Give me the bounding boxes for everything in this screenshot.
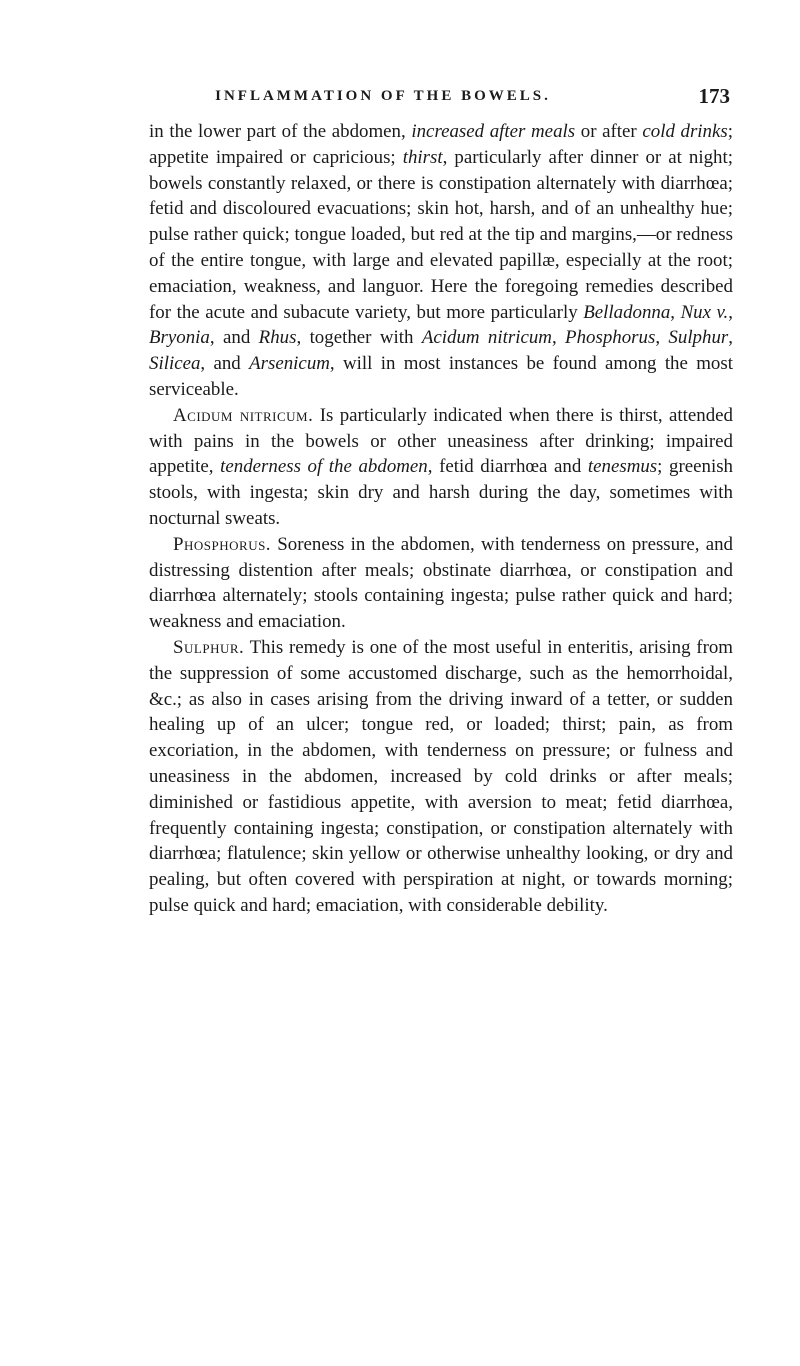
italic-text: tenesmus (587, 456, 658, 478)
italic-text: Rhus (258, 327, 297, 349)
italic-text: Nux v. (680, 301, 729, 323)
text-run: , particularly after dinner or at night; bowels constantly relaxed, or there is constipation alternately with diarrhœa; fetid and discoloured evacuations; skin hot, harsh, and of an unhealthy hue; pulse rather quick; tongue loaded, but red at the tip and margins,—or redness of the entire tongue, with large and elevated papillæ, especially at the root; emaciation, weakness, and languor. Here the foregoing remedies described for the acute and subacute variety, but more particularly (149, 146, 734, 323)
italic-text: Sulphur (668, 327, 729, 349)
body-text (149, 119, 733, 919)
text-run: , fetid diarrhœa and (427, 456, 588, 478)
remedy-heading: Acidum nitricum. (173, 404, 314, 426)
text-run: or after (575, 121, 643, 142)
text-run: ; appetite impaired or capricious; (149, 121, 733, 168)
italic-text: tenderness of the abdomen (220, 456, 428, 478)
italic-text: Silicea (149, 353, 201, 375)
text-run: , (655, 327, 669, 349)
text-run: Soreness in the abdomen, with tenderness on pressure, and distressing distention after meals; obstinate diarrhœa, or constipation and diarrhœa alternately; stools containing ingesta; pulse rather quick and hard; weakness and emaciation. (149, 533, 733, 633)
text-run: , and (200, 353, 250, 375)
italic-text: Belladonna (583, 301, 671, 323)
text-run: ; greenish stools, with ingesta; skin dry and harsh during the day, sometimes with nocturnal sweats. (149, 456, 733, 529)
text-run: , will in most instances be found among the most serviceable. (149, 353, 733, 400)
text-run: in the lower part of the abdomen, (149, 121, 412, 142)
text-run: , (670, 301, 681, 323)
italic-text: Acidum nitricum (421, 327, 552, 349)
text-run: , (728, 327, 733, 349)
paragraph (149, 119, 733, 403)
italic-text: cold drinks (642, 121, 728, 142)
italic-text: thirst (402, 146, 443, 168)
remedy-heading: Phosphorus. (173, 533, 272, 555)
paragraph (149, 403, 733, 532)
page-number: 173 (698, 84, 730, 108)
text-run: , (551, 327, 566, 349)
page-header (156, 84, 730, 118)
text-run: , and (209, 327, 259, 349)
italic-text: Arsenicum (249, 353, 330, 375)
text-run: , (728, 301, 733, 323)
italic-text: Bryonia (149, 327, 210, 349)
running-title: INFLAMMATION OF THE BOWELS. (215, 88, 551, 104)
text-run: This remedy is one of the most useful in enteritis, arising from the suppression of some accustomed discharge, such as the hemorrhoidal, &c.; as also in cases arising from the driving inward of a tetter, or sudden healing up of an ulcer; tongue red, or loaded; thirst; pain, as from excoriation, in the abdomen, with tenderness on pressure; or fulness and uneasiness in the abdomen, increased by cold drinks or after meals; diminished or fastidious appetite, with aversion to meat; fetid diarrhœa, frequently containing ingesta; constipation, or constipation alternately with diarrhœa; flatulence; skin yellow or otherwise unhealthy looking, or dry and pealing, but often covered with perspiration at night, or towards morning; pulse quick and hard; emaciation, with considerable debility. (149, 636, 733, 916)
paragraph (149, 532, 733, 635)
italic-text: increased after meals (411, 121, 576, 142)
text-run: Is particularly indicated when there is thirst, attended with pains in the bowels or other uneasiness after drinking; impaired appetite, (149, 404, 733, 478)
italic-text: Phosphorus (565, 327, 656, 349)
paragraph (149, 635, 733, 919)
text-run: , together with (296, 327, 422, 349)
remedy-heading: Sulphur. (173, 636, 245, 658)
